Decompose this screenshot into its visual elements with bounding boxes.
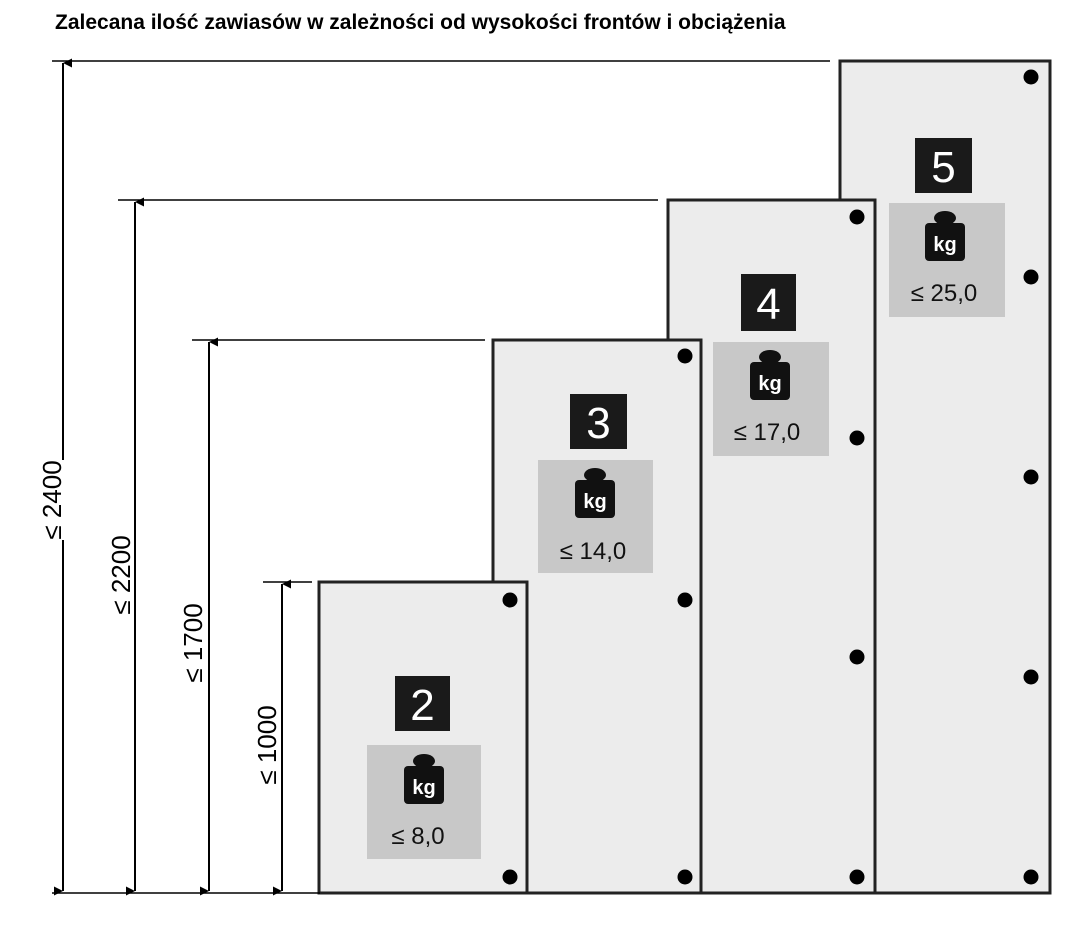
hinge-count-badge-2: [395, 676, 450, 731]
hinge-count-badge-3: [570, 394, 627, 449]
hinge-dot: [850, 870, 865, 885]
weight-icon-label: kg: [583, 491, 607, 513]
hinge-dot: [678, 870, 693, 885]
hinge-dot: [850, 210, 865, 225]
load-box-5: [889, 203, 1005, 317]
hinge-count-badge-4: [741, 274, 796, 331]
hinge-dot: [1024, 870, 1039, 885]
hinge-dot: [1024, 270, 1039, 285]
load-label: ≤ 8,0: [391, 823, 445, 850]
hinge-count: 3: [586, 399, 611, 448]
hinge-count: 5: [931, 143, 956, 192]
hinge-count: 4: [756, 280, 781, 329]
load-label: ≤ 25,0: [910, 280, 978, 307]
dimension-label-1000: [251, 705, 282, 785]
load-box-3: [538, 460, 653, 573]
weight-icon-label: kg: [412, 777, 436, 799]
diagram-title: Zalecana ilość zawiasów w zależności od wysokości frontów i obciążenia: [55, 11, 786, 34]
height-label: ≤ 1000: [252, 705, 282, 785]
dimension-label-1700: [177, 603, 208, 683]
hinge-dot: [850, 431, 865, 446]
weight-icon-label: kg: [758, 373, 782, 395]
height-label: ≤ 1700: [178, 603, 208, 683]
hinge-dot: [850, 650, 865, 665]
load-box-4: [713, 342, 829, 456]
weight-icon-label: kg: [933, 234, 957, 256]
hinge-count: 2: [410, 681, 435, 730]
hinge-dot: [503, 870, 518, 885]
load-box-2: [367, 745, 481, 859]
hinge-dot: [1024, 670, 1039, 685]
dimension-label-2400: [36, 460, 67, 540]
hinge-count-badge-5: [915, 138, 972, 193]
dimension-arrows: [63, 63, 282, 891]
height-label: ≤ 2200: [106, 535, 136, 615]
height-label: ≤ 2400: [37, 460, 67, 540]
load-label: ≤ 14,0: [559, 538, 627, 565]
dimension-label-2200: [105, 535, 136, 615]
hinge-dot: [678, 593, 693, 608]
hinge-dot: [1024, 470, 1039, 485]
load-label: ≤ 17,0: [733, 419, 801, 446]
hinge-dot: [1024, 70, 1039, 85]
hinge-dot: [503, 593, 518, 608]
hinge-dot: [678, 349, 693, 364]
